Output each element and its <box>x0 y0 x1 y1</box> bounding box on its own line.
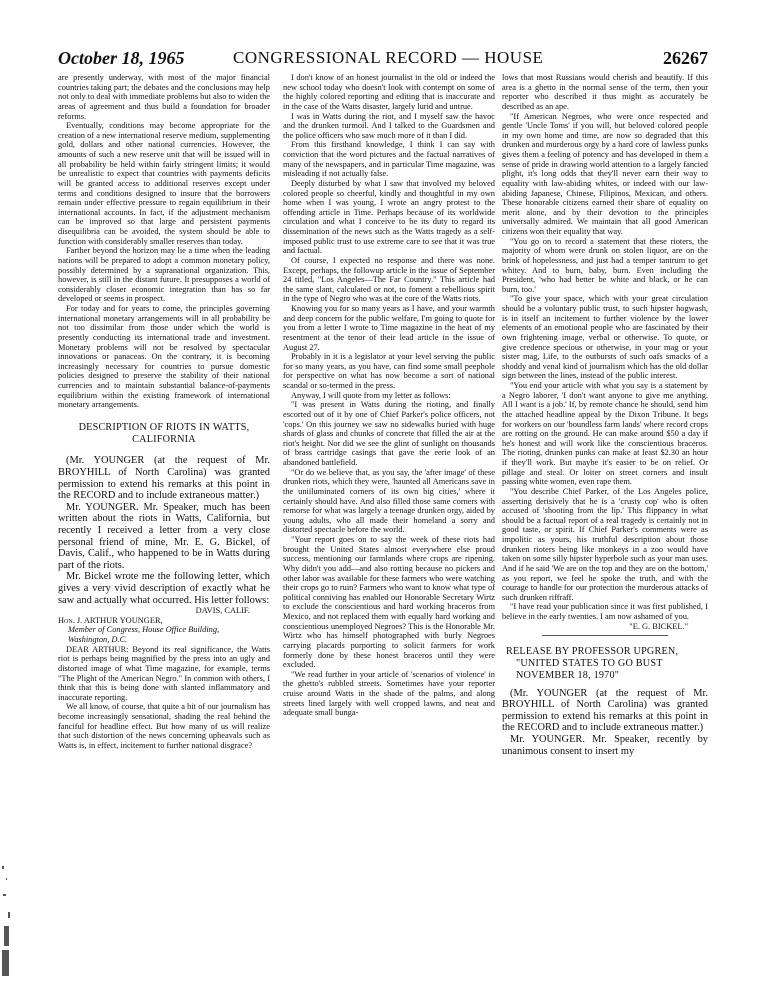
quoted-paragraph: "I have read your publication since it was first published, I believe in the early twenties. I am now ashamed of you. <box>502 602 708 621</box>
letter-signature: "E. G. BICKEL." <box>629 621 688 631</box>
section-heading-upgren <box>502 646 708 681</box>
quoted-paragraph: "Your report goes on to say the week of these riots had brought the United States almost everywhere else proud success, mentioning our farmlands where crops are ripening. Why didn't you add—and also rotting because no pickers and other labor was available for these farmers who were watching their crops go to ruin? Farmers who want to know what type of political conniving has enabled our Honorable Secretary Wirtz to exclude the conscientious and hard working braceros from Mexico, and not replaced them with equally hard working and conscientious unemployed Negroes? This is the Honorable Mr. Wirtz who has himself photographed with burly Negroes carrying placards purporting to solicit farmers for work formerly done by these honest braceros until they were excluded. <box>283 535 495 670</box>
column-1 <box>58 73 270 978</box>
quoted-paragraph: lows that most Russians would cherish and beautify. If this area is a ghetto in the normal sense of the term, then your reporter who described it thus might as accurately be described as an ape. <box>502 73 708 111</box>
col1-paragraph: Farther beyond the horizon may lie a time when the leading nations will be prepared to adopt a common monetary policy, possibly determined by a supranational organization. This, however, is still in the distant future. It presupposes a world of considerably closer economic integration than has so far developed or seems in prospect. <box>58 246 270 304</box>
section-divider <box>542 635 668 636</box>
letter-place: DAVIS, CALIF. <box>195 606 250 616</box>
letter-address-line: Washington, D.C. <box>68 635 128 645</box>
quoted-paragraph: "We read further in your article of 'scenarios of violence' in the ghetto's rubbled streets. Sometimes have your reporter cruise around Watts in the shade of the palms, and along streets lined largely with well cropped lawns, and neat and adequate small bunga- <box>283 669 495 718</box>
quoted-paragraph: "Or do we believe that, as you say, the 'after image' of these drunken riots, which they were, 'haunted all Americans save in the uniiluminated corners of its own big cities,' where it certainly should have. And also filled those same corners with remorse for what was largely a teenage drunken orgy, aided by young adults, who all made their homeland a sorry and distorted spectacle before the world. <box>283 467 495 535</box>
quoted-paragraph: "You end your article with what you say is a statement by a Negro laborer, 'I don't want anyone to give me anything. All I want is a job.' If, by remote chance he should, send him the attached headline appeal by the Dixon Tribune. It begs for workers on our 'boundless farm lands' where record crops are rotting on the ground. He can make around $50 a day if he's honest and will work like the conscientious braceros. The rioting, drunken punks can make at least $2.30 an hour if they'll work. But maybe it's easier to be on relief. Or pillage and steal. Or loiter on street corners and insult passing white women, even rape them. <box>502 381 708 487</box>
letter-addressee: Hon. J. ARTHUR YOUNGER, <box>58 615 163 625</box>
col1-speech: Mr. YOUNGER. Mr. Speaker, much has been written about the riots in Watts, California, but recently I received a letter from a very close personal friend of mine, Mr. E. G. Bickel, of Davis, Calif., who happened to be in Watts during part of the riots. <box>58 501 270 571</box>
letter-paragraph: Deeply disturbed by what I saw that involved my beloved colored people so cheerful, kindly and thoughtful in my own home when I was young, I wrote an angry protest to the offending article in Time. Perhaps because of its worldwide circulation and what I conceive to be its duty to regard its dissemination of the news such as the Watts tragedy as a self-imposed public trust to use extreme care to see that it was true and factual. <box>283 178 495 256</box>
quoted-paragraph: "You go on to record a statement that these rioters, the majority of whom were drunk on stolen liquor, are on the brink of hopelessness, and just had a temper tantrum to get whitey. And to burn, baby, burn. Even including the President, 'who had better be white and black, or he can burn, too.' <box>502 236 708 294</box>
letter-paragraph: Knowing you for so many years as I have, and your warmth and deep concern for the public welfare, I'm going to quote for you from a letter I wrote to Time magazine in the heat of my resentment at the tenor of their lead article in the issue of August 27. <box>283 304 495 352</box>
letter-paragraph: We all know, of course, that quite a bit of our journalism has become increasingly sensational, shading the real behind the fanciful for headline effect. But how many of us will realize that such distortion of the news concerning upheavals such as Watts is, in effect, incitement to further national disgrace? <box>58 702 270 750</box>
letter-address-line: Member of Congress, House Office Building, <box>68 625 220 635</box>
section-heading-watts: DESCRIPTION OF RIOTS IN WATTS, CALIFORNIA <box>78 421 250 445</box>
letter-paragraph: I was in Watts during the riot, and I myself saw the havoc and the drunken turmoil. And I talked to the Guardsmen and the police officers who saw much more of it than I did. <box>283 111 495 140</box>
heading-line: NOVEMBER 18, 1970" <box>516 669 620 681</box>
quoted-paragraph: "You describe Chief Parker, of the Los Angeles police, asserting derisively that he is a 'crusty cop' who is often accused of 'shooting from the lip.' This flippancy in what should be a factual report of a real tragedy is certainly not in good taste, or spirit. If Chief Parker's comments were as impolitic as yours, his truthful description about those drunken rioters being like monkeys in a zoo would have taken on some silly hipster hyperbole such as your man uses. And if he said 'We are on the top and they are on the bottom,' as you report, we feel he spoke the truth, and with the courage to handle for our protection the murderous attacks of such drunken riffraff. <box>502 486 708 602</box>
letter-paragraph: DEAR ARTHUR: Beyond its real significance, the Watts riot is perhaps being magnified by the press into an ugly and distorted image of what Time magazine, for example, terms "The Plight of the American Negro." In common with others, I think that this is being done with slanted inflammatory and inaccurate reporting. <box>58 644 270 702</box>
letter-paragraph: Of course, I expected no response and there was none. Except, perhaps, the followup article in the issue of September 24 titled, "Los Angeles—The Far Country." This article had the same slant, calculated or not, to foment a rebellious spirit in the type of Negro who was at the core of the Watts riots. <box>283 255 495 304</box>
header-page-number: 26267 <box>663 48 708 68</box>
quoted-paragraph: "If American Negroes, who were once respected and gentle 'Uncle Toms' if you will, but beloved colored people in my own home and time, are now so degraded that this drunken and murderous orgy by a hard core of lawless punks gives them a feeling of potency and has developed in them a sense of pride in drawing world attention to a largely fancied plight, it's long odds that they'll never earn their way to equality with law-abiding whites, or indeed with our law-abiding Japanese, Chinese, Filipinos, Mexican, and others. These honorable citizens earned their share of equality on merit alone, and by their devotion to the principles universally admired. We maintain that all good American citizens won their equality that way. <box>502 111 708 236</box>
letter-paragraph: I don't know of an honest journalist in the old or indeed the new school today who doesn't look with contempt on some of the highly colored reporting and editing that is inaccurate and in the case of the Watts disaster, largely lurid and untrue. <box>283 73 495 111</box>
col1-paragraph: Eventually, conditions may become appropriate for the creation of a new international reserve medium, supplementing gold, dollars and other national currencies. However, the amounts of such a new reserve unit that will be issued will in all probability be held within fairly stringent limits; it would be unrealistic to expect that countries with payments deficits will be granted access to additional reserves except under terms and conditions designed to insure that the borrowers remain under effective pressure to regain equilibrium in their international accounts. In fact, if the adjustment mechanism can be improved so that large and persistent payments disequilibria can be avoided, the system should be able to function with considerably smaller reserves than today. <box>58 121 270 246</box>
quoted-paragraph: "I was present in Watts during the rioting, and finally escorted out of it by one of Chief Parker's police officers, not 'cops.' On this journey we saw no sidewalks buried with huge shards of glass and chunks of concrete that filled the air at the riot's height. Nor did we see the glint of sunlight on thousands of brass cartridge casings that gave the eerie look of an abandoned battlefield. <box>283 400 495 467</box>
heading-line: RELEASE BY PROFESSOR UPGREN, <box>506 646 679 658</box>
heading-line: "UNITED STATES TO GO BUST <box>516 658 663 670</box>
header-title: CONGRESSIONAL RECORD — HOUSE <box>233 48 544 67</box>
page-header <box>58 48 708 68</box>
letter-paragraph: Probably in it is a legislator at your level serving the public for so many years, as you have, can find some small peephole for perspective on what has now become a sort of national scandal or so-termed in the press. <box>283 352 495 390</box>
col1-paragraph: are presently underway, with most of the major financial countries taking part; the debates and the conclusions may help not only to deal with immediate problems but also to widen the areas of agreement and thus build a foundation for broader reforms. <box>58 73 270 121</box>
col1-permission-note: (Mr. YOUNGER (at the request of Mr. BROYHILL of North Carolina) was granted permission to extend his remarks at this point in the RECORD and to include extraneous matter.) <box>58 455 270 502</box>
col1-paragraph: For today and for years to come, the principles governing international monetary arrangements will in all probability be not too dissimilar from those under which the world is presently conducting its international trade and investment. Monetary problems will not be resolved by spectacular innovations or panaceas. On the contrary, it is becoming increasingly necessary for countries to pursue domestic policies designed to preserve the stability of their national currencies and to maintain substantial balance-of-payments equilibrium within the existing framework of international monetary arrangements. <box>58 304 270 410</box>
quoted-paragraph: "To give your space, which with your great circulation should be a voluntary public trust, to such hipster hogwash, is in itself an incitement to further violence by the lower elements of an emotional people who are fascinated by their own frightening image, verbal or otherwise. To quote, or give credence specious or otherwise, in your mag or your sister mag, Life, to the outbursts of such oafs smacks of a shoddy and venal kind of journalism which has the old dollar sign between the lines, instead of the public interest. <box>502 294 708 381</box>
header-date: October 18, 1965 <box>58 48 185 68</box>
col3-speech: Mr. YOUNGER. Mr. Speaker, recently by unanimous consent to insert my <box>502 734 708 757</box>
col1-speech: Mr. Bickel wrote me the following letter, which gives a very vivid description of exactly what he saw and actually what occurred. His letter follows: <box>58 571 270 606</box>
col3-permission-note: (Mr. YOUNGER (at the request of Mr. BROYHILL of North Carolina) was granted permission to extend his remarks at this point in the RECORD and to include extraneous matter.) <box>502 687 708 734</box>
column-3 <box>502 73 708 978</box>
letter-paragraph: Anyway, I will quote from my letter as follows: <box>291 390 451 400</box>
letter-paragraph: From this firsthand knowledge, I think I can say with conviction that the word pictures and the factual narratives of many of the newspapers, and in particular Time magazine, was misleading if not actually false. <box>283 140 495 179</box>
binding-edge-mark <box>0 860 14 980</box>
column-2 <box>283 73 495 978</box>
